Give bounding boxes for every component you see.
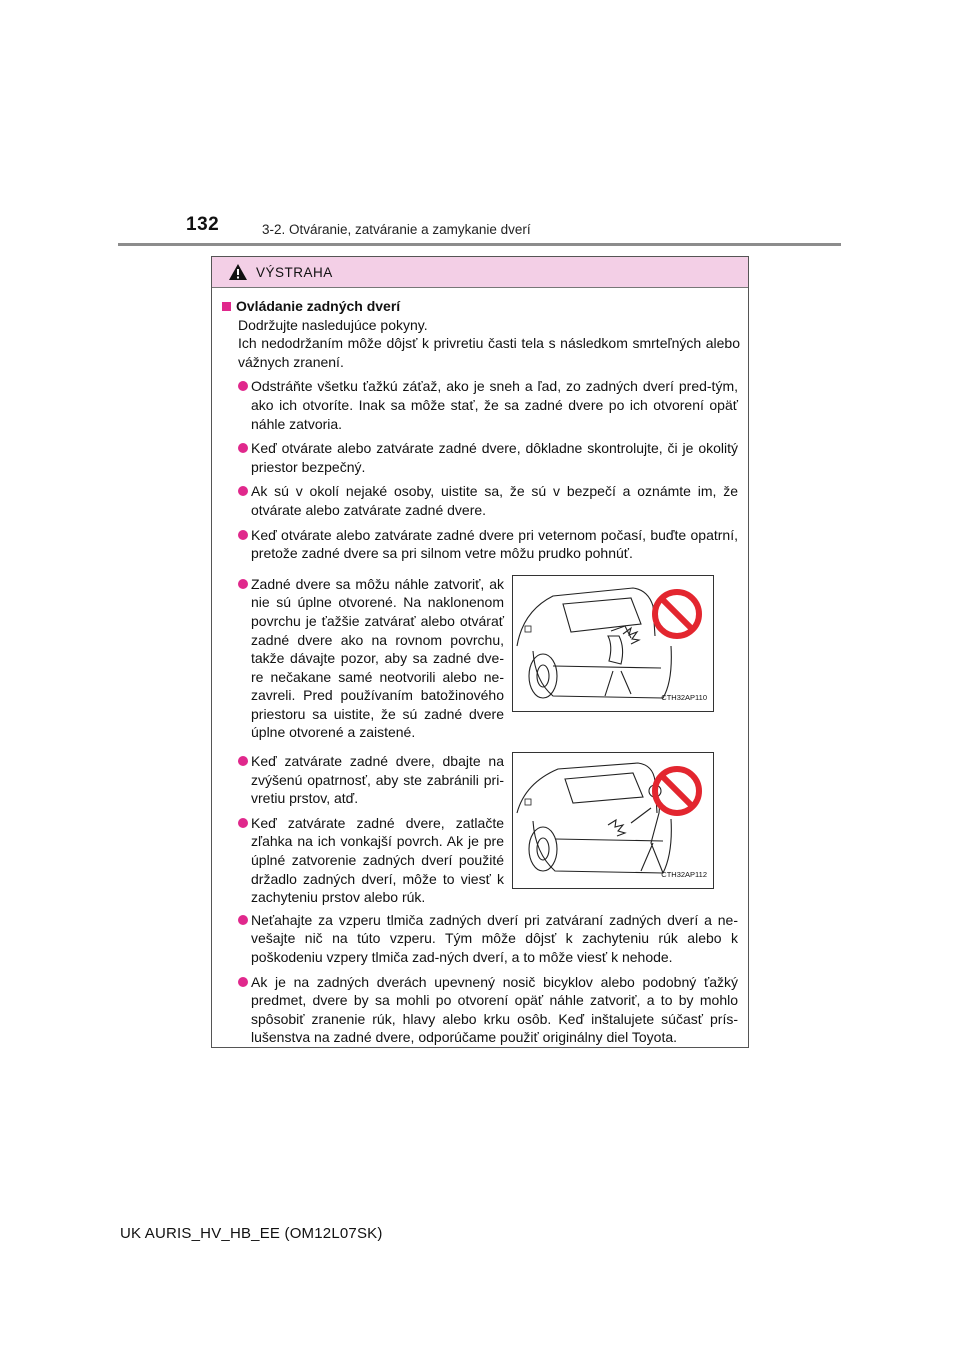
list-item-text: Keď zatvárate zadné dvere, zatlačte zľahka na ich vonkajší povrch. Ak je pre úplné zatvorenie zadných dverí použité držadlo zadných dverí, môže to viesť k zachyteniu prstov alebo rúk. bbox=[251, 814, 504, 906]
list-item bbox=[220, 814, 506, 907]
bullet-dot-icon bbox=[238, 579, 248, 589]
intro-line-2: Ich nedodržaním môže dôjsť k privretiu časti tela s následkom smrteľných alebo vážnych zranení. bbox=[238, 335, 740, 370]
bullet-dot-icon bbox=[238, 443, 248, 453]
header-rule bbox=[118, 243, 841, 246]
list-item bbox=[220, 439, 740, 476]
bullet-dot-icon bbox=[238, 756, 248, 766]
list-item-text: Neťahajte za vzperu tlmiča zadných dverí pri zatváraní zadných dverí a ne-vešajte nič na túto vzperu. Tým môže dôjsť k zachyteniu rúk alebo k poškodeniu vzpery tlmiča zad-ných dverí, a to môže viesť k nehode. bbox=[251, 911, 738, 965]
intro-line-1: Dodržujte nasledujúce pokyny. bbox=[238, 316, 428, 333]
list-item bbox=[220, 482, 740, 519]
list-item bbox=[220, 575, 506, 742]
figure-code: CTH32AP112 bbox=[661, 870, 707, 880]
section-title-text: Ovládanie zadných dverí bbox=[236, 298, 401, 314]
list-item-text: Ak je na zadných dverách upevnený nosič bicyklov alebo podobný ťažký predmet, dvere by sa mohli po otvorení opäť náhle zatvoriť, a to by mohlo spôsobiť zranenie rúk, hlavy alebo krku osôb. Keď inštalujete súčasť prís-lušenstva na zadné dvere, odporúčame použiť originálny diel Toyota. bbox=[251, 973, 738, 1046]
warning-header bbox=[212, 257, 748, 288]
list-item-text: Keď zatvárate zadné dvere, dbajte na zvýšenú opatrnosť, aby ste zabránili pri-vretiu prstov, atď. bbox=[251, 753, 504, 807]
list-item bbox=[220, 973, 740, 1047]
list-item-text: Keď otvárate alebo zatvárate zadné dvere pri veternom počasí, buďte opatrní, pretože zadné dvere sa pri silnom vetre môžu prudko pohnúť. bbox=[251, 526, 738, 562]
warning-body bbox=[212, 288, 748, 1047]
list-item-text: Ak sú v okolí nejaké osoby, uistite sa, že sú v bezpečí a oznámte im, že otvárate alebo zatvárate zadné dvere. bbox=[251, 483, 738, 518]
tailgate-slope-illustration bbox=[512, 575, 714, 712]
section-title bbox=[220, 297, 740, 316]
bullet-dot-icon bbox=[238, 486, 248, 496]
bullet-dot-icon bbox=[238, 915, 248, 925]
warning-box bbox=[211, 256, 749, 1048]
list-item-text: Odstráňte všetku ťažkú záťaž, ako je sneh a ľad, zo zadných dverí pred-tým, ako ich otvoríte. Inak sa môže stať, že sa zadné dvere po ich otvorení opäť náhle zatvoria. bbox=[251, 378, 738, 432]
figure-row-1 bbox=[220, 575, 740, 742]
figure-row-2 bbox=[220, 752, 740, 907]
footer-doc-code: UK AURIS_HV_HB_EE (OM12L07SK) bbox=[120, 1225, 383, 1242]
list-item bbox=[220, 752, 506, 808]
bullet-dot-icon bbox=[238, 818, 248, 828]
figure-code: CTH32AP110 bbox=[661, 693, 707, 703]
square-bullet-icon bbox=[222, 302, 231, 311]
tailgate-fingers-illustration bbox=[512, 752, 714, 889]
bullet-dot-icon bbox=[238, 381, 248, 391]
figure-1-text-column bbox=[220, 575, 506, 742]
prohibition-icon bbox=[651, 765, 703, 817]
page-number: 132 bbox=[186, 214, 220, 235]
list-item bbox=[220, 911, 740, 967]
list-item bbox=[220, 526, 740, 563]
prohibition-icon bbox=[651, 588, 703, 640]
bullet-dot-icon bbox=[238, 530, 248, 540]
figure-2-text-column bbox=[220, 752, 506, 907]
chapter-title: 3-2. Otváranie, zatváranie a zamykanie dverí bbox=[262, 222, 531, 237]
list-item-text: Keď otvárate alebo zatvárate zadné dvere, dôkladne skontrolujte, či je okolitý priestor bezpečný. bbox=[251, 440, 738, 475]
warning-label: VÝSTRAHA bbox=[256, 264, 333, 280]
bullet-dot-icon bbox=[238, 977, 248, 987]
list-item-text: Zadné dvere sa môžu náhle zatvoriť, ak nie sú úplne otvorené. Na naklonenom povrchu je ťažšie zatvárať alebo otvárať zadné dvere ako na rovnom povrchu, takže dávajte pozor, aby sa zadné dve-re nečakane samé neotvorili alebo ne-zavreli. Pred používaním batožinového priestoru sa uistite, že sú zadné dvere úplne otvorené a zaistené. bbox=[251, 575, 504, 741]
list-item bbox=[220, 377, 740, 433]
warning-triangle-icon bbox=[228, 263, 248, 281]
